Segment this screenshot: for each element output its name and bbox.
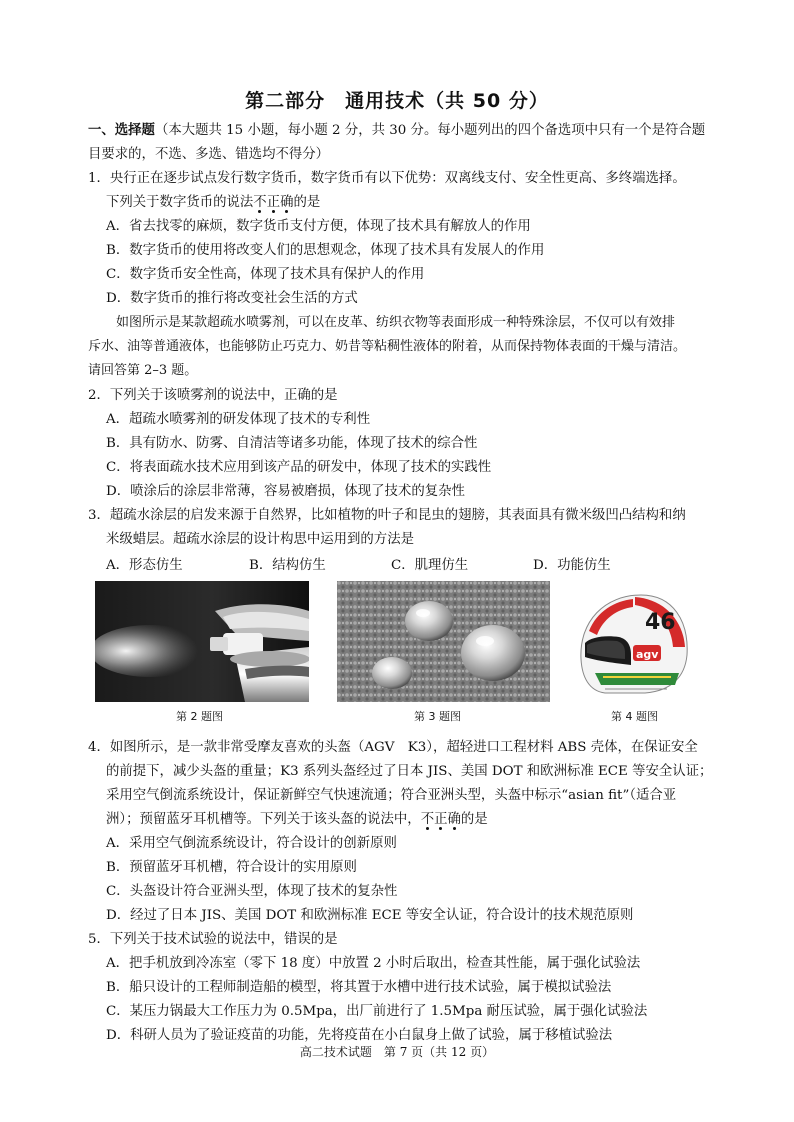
fig4-helmet-image — [575, 581, 693, 702]
fig2-spray-image — [95, 581, 309, 702]
helmet-brand-text: agv — [636, 648, 659, 661]
section-note-2: 目要求的，不选、多选、错选均不得分） — [88, 147, 330, 162]
section-heading-line — [88, 121, 705, 141]
q4-option-a: A．采用空气倒流系统设计，符合设计的创新原则 — [106, 836, 397, 851]
q4-option-c: C．头盔设计符合亚洲头型，体现了技术的复杂性 — [106, 884, 398, 899]
q1-stem-text: 央行正在逐步试点发行数字货币，数字货币有以下优势：双离线支付、安全性更高、多终端选择。 — [109, 171, 686, 186]
q3-option-b: B．结构仿生 — [249, 558, 326, 573]
q3-number: 3． — [88, 508, 110, 523]
emphasis-char: 正 — [434, 812, 448, 827]
emphasis-char: 确 — [447, 812, 461, 827]
fig4-caption: 第 4 题图 — [611, 710, 658, 723]
q1-stem-line2 — [106, 193, 320, 213]
q4-line1-text: 如图所示，是一款非常受摩友喜欢的头盔（AGV K3），超轻进口工程材料 ABS 壳体，在保证安全 — [109, 740, 698, 755]
q4-number: 4． — [88, 740, 110, 755]
section-heading: 一、选择题 — [88, 123, 155, 138]
emphasis-char: 确 — [280, 195, 294, 210]
q2-number: 2． — [88, 388, 110, 403]
part-title: 第二部分 通用技术（共 50 分） — [245, 90, 549, 112]
section-note-1: （本大题共 15 小题，每小题 2 分，共 30 分。每小题列出的四个备选项中只有一个是符合题 — [154, 123, 706, 138]
q2-option-a: A．超疏水喷雾剂的研发体现了技术的专利性 — [106, 412, 371, 427]
q3-option-c: C．肌理仿生 — [391, 558, 469, 573]
fig3-caption: 第 3 题图 — [414, 710, 461, 723]
intro-line2: 斥水、油等普通液体，也能够防止巧克力、奶昔等粘稠性液体的附着，从而保持物体表面的干燥与清洁。 — [88, 339, 687, 354]
q5-option-b: B．船只设计的工程师制造船的模型，将其置于水槽中进行技术试验，属于模拟试验法 — [106, 980, 612, 995]
helmet-number-text: 46 — [645, 610, 676, 635]
q1-stem-line1 — [88, 169, 686, 189]
q3-stem-line2: 米级蜡层。超疏水涂层的设计构思中运用到的方法是 — [106, 532, 414, 547]
q1-number: 1． — [88, 171, 110, 186]
q4-line2: 的前提下，减少头盔的重量；K3 系列头盔经过了日本 JIS、美国 DOT 和欧洲标准 ECE 等安全认证； — [106, 764, 713, 779]
q5-option-c: C．某压力锅最大工作压力为 0.5Mpa，出厂前进行了 1.5Mpa 耐压试验，属于强化试验法 — [106, 1004, 648, 1019]
q5-stem — [88, 930, 338, 950]
q4-line3: 采用空气倒流系统设计，保证新鲜空气快速流通；符合亚洲头型，头盔中标示“asian fit”（适合亚 — [106, 788, 677, 803]
q1-option-c: C．数字货币安全性高，体现了技术具有保护人的作用 — [106, 267, 425, 282]
q5-number: 5． — [88, 932, 110, 947]
q4-line1 — [88, 738, 698, 758]
q3-stem-line1 — [88, 506, 686, 526]
q1-stem-pre: 下列关于数字货币的说法 — [106, 195, 254, 210]
q2-stem — [88, 386, 338, 406]
intro-line3: 请回答第 2–3 题。 — [88, 363, 198, 378]
fig2-caption: 第 2 题图 — [176, 710, 223, 723]
q1-stem-post: 的是 — [293, 195, 321, 210]
q4-option-d: D．经过了日本 JIS、美国 DOT 和欧洲标准 ECE 等安全认证，符合设计的技术规范原则 — [106, 908, 634, 923]
fig3-droplets-image — [337, 581, 550, 702]
q4-line4 — [106, 810, 488, 830]
q2-stem-text: 下列关于该喷雾剂的说法中，正确的是 — [109, 388, 338, 403]
q4-line4-post: 的是 — [460, 812, 488, 827]
page-footer: 高二技术试题 第 7 页（共 12 页） — [299, 1045, 495, 1059]
q3-options — [106, 554, 666, 574]
q4-option-b: B．预留蓝牙耳机槽，符合设计的实用原则 — [106, 860, 357, 875]
q5-option-d: D．科研人员为了验证疫苗的功能，先将疫苗在小白鼠身上做了试验，属于移植试验法 — [106, 1028, 613, 1043]
q3-stem-text: 超疏水涂层的启发来源于自然界，比如植物的叶子和昆虫的翅膀，其表面具有微米级凹凸结构和纳 — [109, 508, 686, 523]
q5-option-a: A．把手机放到冷冻室（零下 18 度）中放置 2 小时后取出，检查其性能，属于强化试验法 — [106, 956, 641, 971]
q2-option-b: B．具有防水、防雾、自清洁等诸多功能，体现了技术的综合性 — [106, 436, 478, 451]
emphasis-char: 不 — [253, 195, 267, 210]
q1-option-a: A．省去找零的麻烦，数字货币支付方便，体现了技术具有解放人的作用 — [106, 219, 531, 234]
q4-line4-pre: 洲）；预留蓝牙耳机槽等。下列关于该头盔的说法中， — [106, 812, 421, 827]
q3-option-d: D．功能仿生 — [533, 558, 611, 573]
q2-option-c: C．将表面疏水技术应用到该产品的研发中，体现了技术的实践性 — [106, 460, 492, 475]
q1-option-b: B．数字货币的使用将改变人们的思想观念，体现了技术具有发展人的作用 — [106, 243, 545, 258]
q2-option-d: D．喷涂后的涂层非常薄，容易被磨损，体现了技术的复杂性 — [106, 484, 465, 499]
emphasis-char: 正 — [266, 195, 281, 210]
intro-line1: 如图所示是某款超疏水喷雾剂，可以在皮革、纺织衣物等表面形成一种特殊涂层，不仅可以有效排 — [116, 315, 676, 330]
q1-option-d: D．数字货币的推行将改变社会生活的方式 — [106, 291, 358, 306]
q3-option-a: A．形态仿生 — [106, 558, 183, 573]
q5-stem-text: 下列关于技术试验的说法中，错误的是 — [109, 932, 338, 947]
emphasis-char: 不 — [420, 812, 435, 827]
